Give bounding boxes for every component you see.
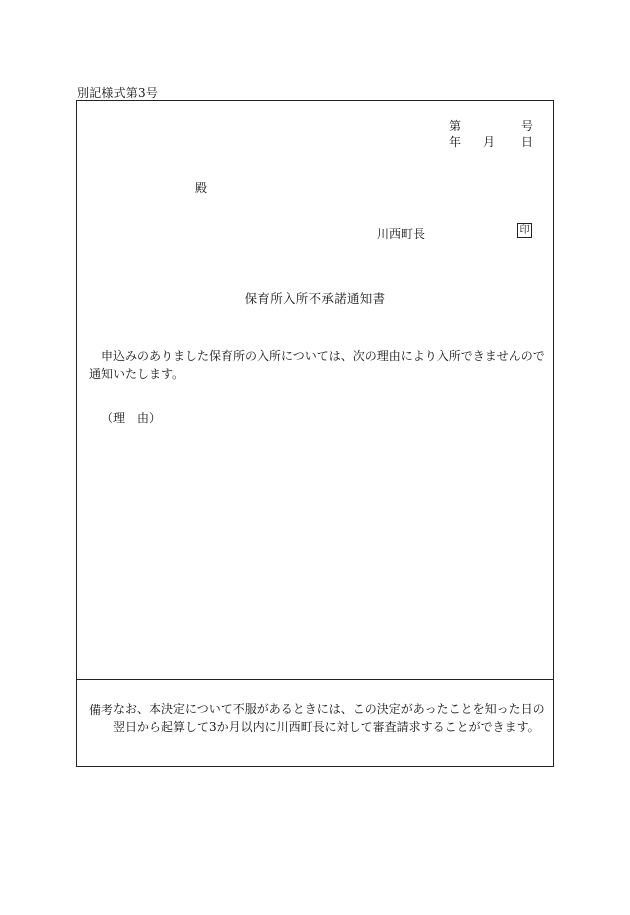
- remarks-text: なお、本決定について不服があるときには、この決定があったことを知った日の翌日から起算して3か月以内に川西町長に対して審査請求することができます。: [113, 702, 545, 734]
- form-number: 別記様式第3号: [77, 86, 159, 100]
- document-title: 保育所入所不承諾通知書: [244, 291, 386, 306]
- date-month-label: 月: [483, 135, 496, 149]
- number-suffix: 号: [521, 119, 534, 133]
- seal-mark: 印: [517, 223, 532, 238]
- number-prefix: 第: [449, 119, 462, 133]
- remarks-heading: 備考: [89, 703, 114, 717]
- remarks-divider: [77, 679, 553, 680]
- reason-label: （理 由）: [101, 411, 162, 425]
- date-year-label: 年: [449, 135, 462, 149]
- addressee-suffix: 殿: [195, 181, 208, 195]
- date-day-label: 日: [521, 135, 534, 149]
- issuer-name: 川西町長: [377, 227, 426, 241]
- notice-frame: [76, 100, 554, 767]
- notice-body: 申込みのありました保育所の入所については、次の理由により入所できませんので通知いたします。: [89, 349, 545, 381]
